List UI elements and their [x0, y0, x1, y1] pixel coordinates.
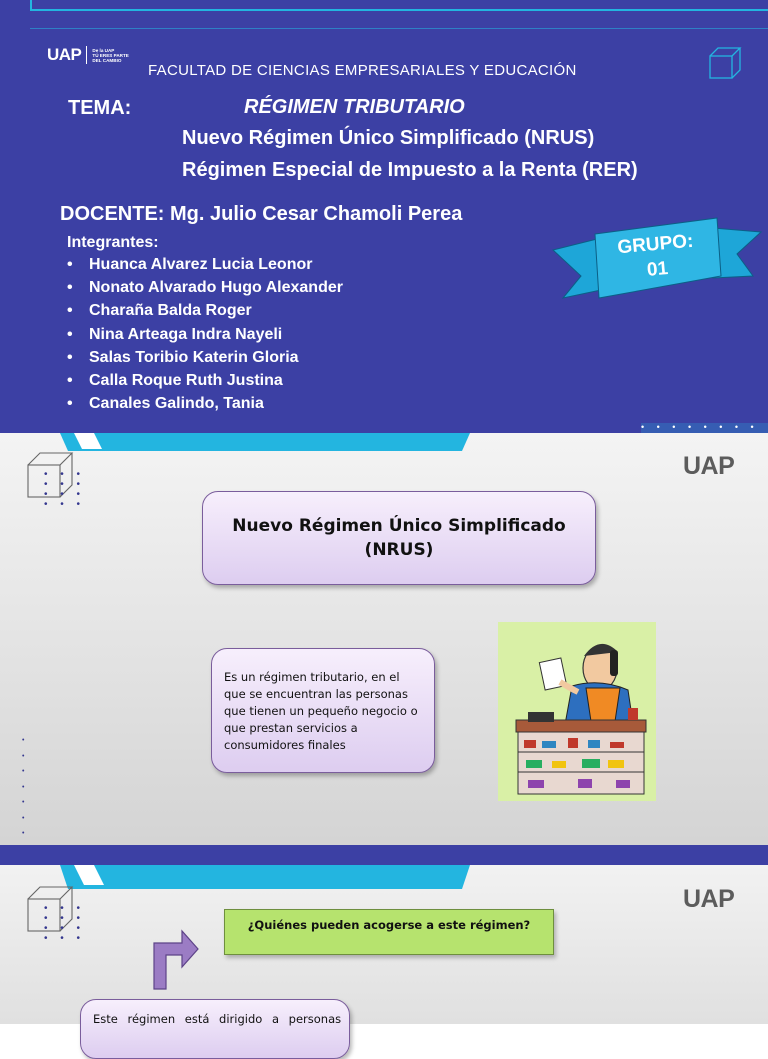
accent-line — [30, 9, 768, 11]
nrus-description-box — [211, 648, 435, 773]
uap-logo: UAP De la UAP TÚ ERES PARTE DEL CAMBIO — [47, 45, 129, 64]
dot-pattern: • • • • • • • • — [641, 422, 759, 432]
member-item: • Huanca Alvarez Lucia Leonor — [67, 256, 313, 273]
tema-title: RÉGIMEN TRIBUTARIO — [244, 96, 465, 118]
description-line: que tienen un pequeño negocio o — [224, 704, 418, 718]
docente-line: DOCENTE: Mg. Julio Cesar Chamoli Perea — [60, 203, 463, 225]
tema-label: TEMA: — [68, 97, 132, 119]
shopkeeper-illustration — [498, 622, 656, 801]
uap-logo: UAP — [683, 885, 735, 913]
question-text: ¿Quiénes pueden acogerse a este régimen? — [247, 918, 531, 932]
dot-pattern: • • • • • • • • • • • • — [44, 469, 86, 510]
separator-bar — [0, 845, 768, 865]
description-line: consumidores finales — [224, 738, 346, 752]
title-line: Nuevo Régimen Único Simplificado — [232, 516, 566, 536]
logo-divider — [86, 46, 87, 64]
header-ribbon — [0, 865, 768, 891]
accent-line — [30, 28, 768, 29]
tema-line: Régimen Especial de Impuesto a la Renta (RER) — [182, 159, 638, 181]
arrow-up-right-icon — [146, 925, 200, 991]
member-item: • Calla Roque Ruth Justina — [67, 371, 283, 389]
nrus-slide — [0, 433, 768, 845]
logo-tagline: De la UAP TÚ ERES PARTE DEL CAMBIO — [92, 47, 129, 63]
faculty-name: FACULTAD DE CIENCIAS EMPRESARIALES Y EDUCACIÓN — [148, 62, 577, 79]
member-item: • Canales Galindo, Tania — [67, 395, 264, 413]
nrus-title-box — [202, 491, 596, 585]
uap-logo: UAP — [683, 452, 735, 480]
dot-pattern: • • • • • • • • • • • • — [44, 903, 86, 944]
tema-line: Nuevo Régimen Único Simplificado (NRUS) — [182, 127, 595, 149]
description-line: que prestan servicios a — [224, 721, 358, 735]
members-list — [67, 255, 343, 417]
answer-box — [80, 999, 350, 1059]
member-item: • Charaña Balda Roger — [67, 302, 252, 320]
description-line: que se encuentran las personas — [224, 687, 408, 701]
description-line: Es un régimen tributario, en el — [224, 670, 400, 684]
question-box — [224, 909, 554, 955]
member-item: • Nina Arteaga Indra Nayeli — [67, 325, 283, 343]
member-item: • Salas Toribio Katerin Gloria — [67, 348, 299, 366]
cover-slide — [0, 0, 768, 433]
eligibility-slide — [0, 845, 768, 1024]
integrantes-label: Integrantes: — [67, 234, 159, 251]
dot-pattern: • • • • • • • — [22, 737, 25, 837]
member-item: • Nonato Alvarado Hugo Alexander — [67, 279, 343, 297]
header-ribbon — [0, 433, 768, 453]
answer-text: Este régimen está dirigido a personas — [93, 1012, 342, 1026]
title-line: (NRUS) — [364, 540, 434, 560]
ribbon-label: GRUPO: 01 — [616, 230, 695, 281]
cube-outline-icon — [706, 44, 744, 82]
